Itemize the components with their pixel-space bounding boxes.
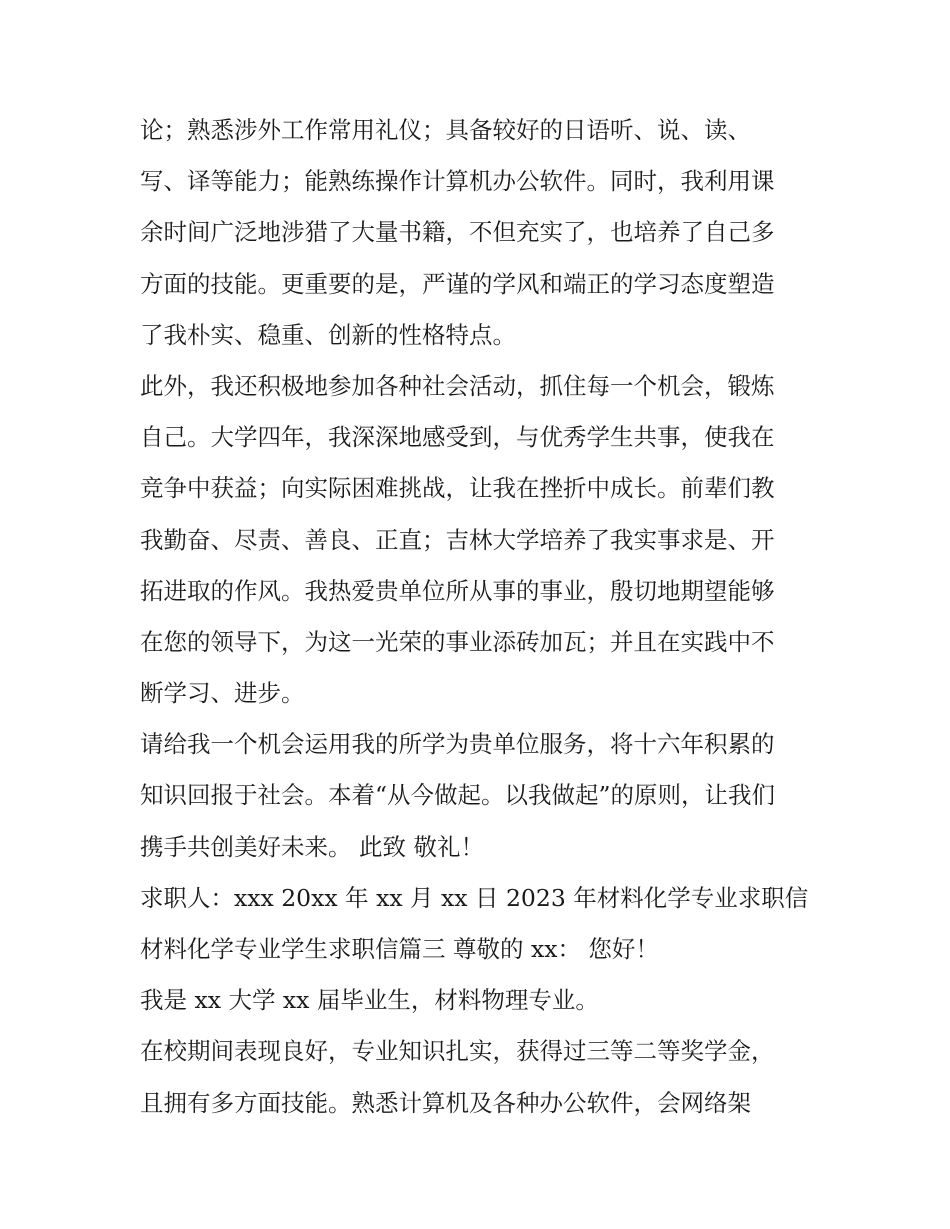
document-body	[140, 105, 820, 1129]
text-line: 断学习、进步。	[140, 679, 305, 708]
text-line: 知识回报于社会。本着“从今做起。以我做起”的原则，让我们	[140, 781, 776, 810]
text-line: 论；熟悉涉外工作常用礼仪；具备较好的日语听、说、读、	[140, 116, 751, 144]
text-line: 我勤奋、尽责、善良、正直；吉林大学培养了我实事求是、开	[140, 525, 775, 554]
text-line: 携手共创美好未来。 此致 敬礼！	[140, 832, 484, 861]
text-line: 了我朴实、稳重、创新的性格特点。	[140, 320, 516, 349]
text-line: 我是 xx 大学 xx 届毕业生，材料物理专业。	[140, 986, 599, 1015]
text-line: 在校期间表现良好，专业知识扎实，获得过三等二等奖学金，	[140, 1037, 775, 1066]
text-line: 自己。大学四年，我深深地感受到，与优秀学生共事，使我在	[140, 423, 775, 452]
text-line: 方面的技能。更重要的是，严谨的学风和端正的学习态度塑造	[140, 269, 775, 298]
text-line: 拓进取的作风。我热爱贵单位所从事的事业，殷切地期望能够	[140, 576, 775, 605]
text-line: 余时间广泛地涉猎了大量书籍，不但充实了，也培养了自己多	[140, 218, 775, 247]
text-line: 材料化学专业学生求职信篇三 尊敬的 xx： 您好！	[140, 935, 659, 963]
text-line: 在您的领导下，为这一光荣的事业添砖加瓦；并且在实践中不	[140, 627, 775, 656]
text-line: 写、译等能力；能熟练操作计算机办公软件。同时，我利用课	[140, 167, 775, 196]
text-line: 请给我一个机会运用我的所学为贵单位服务，将十六年积累的	[140, 730, 775, 759]
text-line: 且拥有多方面技能。熟悉计算机及各种办公软件，会网络架	[140, 1088, 751, 1117]
text-line: 此外，我还积极地参加各种社会活动，抓住每一个机会，锻炼	[140, 371, 775, 400]
text-line: 竞争中获益；向实际困难挑战，让我在挫折中成长。前辈们教	[140, 474, 775, 503]
text-line: 求职人：xxx 20xx 年 xx 月 xx 日 2023 年材料化学专业求职信	[140, 883, 809, 912]
